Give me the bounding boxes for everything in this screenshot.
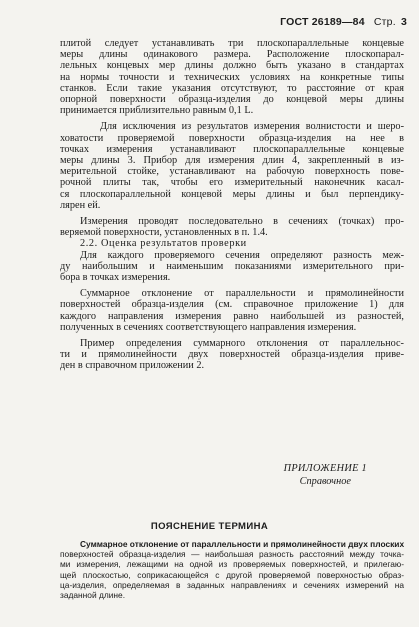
text-line: Для каждого проверяемого сечения определяют разность меж-: [80, 249, 404, 261]
text-line: Суммарное отклонение от параллельности и прямолинейности двух плоских: [80, 539, 405, 549]
paragraph-6: [60, 338, 404, 372]
text-line: станков. Если такие указания отсутствуют, то расстояние от края: [60, 82, 404, 94]
text-line: ся плоскопараллельной концевой меры длины и был перпендику-: [60, 188, 404, 200]
paragraph-1: [60, 38, 404, 116]
text-line: рочной плиты так, чтобы его измерительный наконечник касал-: [60, 177, 404, 189]
text-line: заданной длине.: [60, 590, 126, 601]
text-line: на нормы точности и технических условиях на конкретные типы: [60, 71, 404, 83]
text-line: поверхностей образца-изделия — наибольшая разность расстояний между точка-: [60, 549, 404, 560]
text-line: полученных в сечениях соответствующего направления измерения.: [60, 321, 357, 333]
text-line: Суммарное отклонение от параллельности и прямолинейности: [80, 288, 404, 300]
text-line: лярен ей.: [60, 199, 101, 211]
paragraph-3: [60, 216, 404, 238]
text-line: бора в точках измерения.: [60, 272, 171, 284]
text-line: мерительной стойке, устанавливают на рабочую поверхность пове-: [60, 166, 404, 178]
text-line: опорной поверхности образца-изделия до концевой меры длины: [60, 94, 404, 106]
appendix-title: ПРИЛОЖЕНИЕ 1: [283, 463, 367, 474]
term-definition: [60, 539, 404, 600]
text-line: веряемой поверхности, установленных в п. 1.4.: [60, 227, 268, 239]
text-line: ховатости проверяемой поверхности образца-изделия на нее в: [60, 132, 404, 144]
text-line: ми измерения, лежащими на одной из проверяемых поверхностей, и прилегаю-: [60, 559, 404, 570]
paragraph-5: [60, 288, 404, 333]
page-label: Стр.: [373, 16, 396, 28]
text-line: каждого направления измерения равно наибольшей из разностей,: [60, 310, 404, 322]
text-line: поверхностей образца-изделия (см. справочное приложение 1) для: [60, 299, 404, 311]
page-number: 3: [400, 16, 407, 28]
appendix-subtitle: Справочное: [299, 476, 351, 487]
text-line: ден в справочном приложении 2.: [60, 360, 205, 372]
section-heading: [60, 238, 404, 249]
text-line: Для исключения из результатов измерения волнистости и шеро-: [100, 121, 404, 133]
paragraph-2: [60, 121, 404, 211]
text-line: Измерения проводят последовательно в сечениях (точках) про-: [80, 216, 404, 228]
text-line: меры длины одинакового размера. Расположение плоскопарал-: [60, 49, 404, 61]
text-line: принимается приблизительно равным 0,1 L.: [60, 105, 254, 117]
text-line: ти и прямолинейности двух поверхностей образца-изделия приве-: [60, 349, 404, 361]
section-title: 2.2. Оценка результатов проверки: [80, 238, 247, 250]
appendix-label: [284, 462, 367, 488]
text-line: точках измерения устанавливают плоскопараллельные концевые: [60, 143, 404, 155]
text-line: ца-изделия, определяемая в заданных направлениях и сечениях измерений на: [60, 579, 404, 590]
text-line: лельных концевых мер длины должно быть указано в стандартах: [60, 60, 404, 72]
text-line: меры длины 3. Прибор для измерения длин 4, закрепленный в из-: [60, 155, 404, 167]
standard-number: ГОСТ 26189—84: [280, 16, 365, 28]
text-line: плитой следует устанавливать три плоскопараллельные концевые: [60, 38, 404, 49]
term-heading: ПОЯСНЕНИЕ ТЕРМИНА: [150, 521, 269, 532]
text-line: Пример определения суммарного отклонения от параллельнос-: [80, 338, 404, 350]
text-line: ду наибольшим и наименьшим показаниями измерительного при-: [60, 260, 404, 272]
text-line: щей плоскостью, соприкасающейся с другой проверяемой поверхностью образ-: [60, 569, 404, 580]
page-header: [280, 16, 407, 28]
body-text: [60, 38, 404, 372]
paragraph-4: [60, 250, 404, 284]
